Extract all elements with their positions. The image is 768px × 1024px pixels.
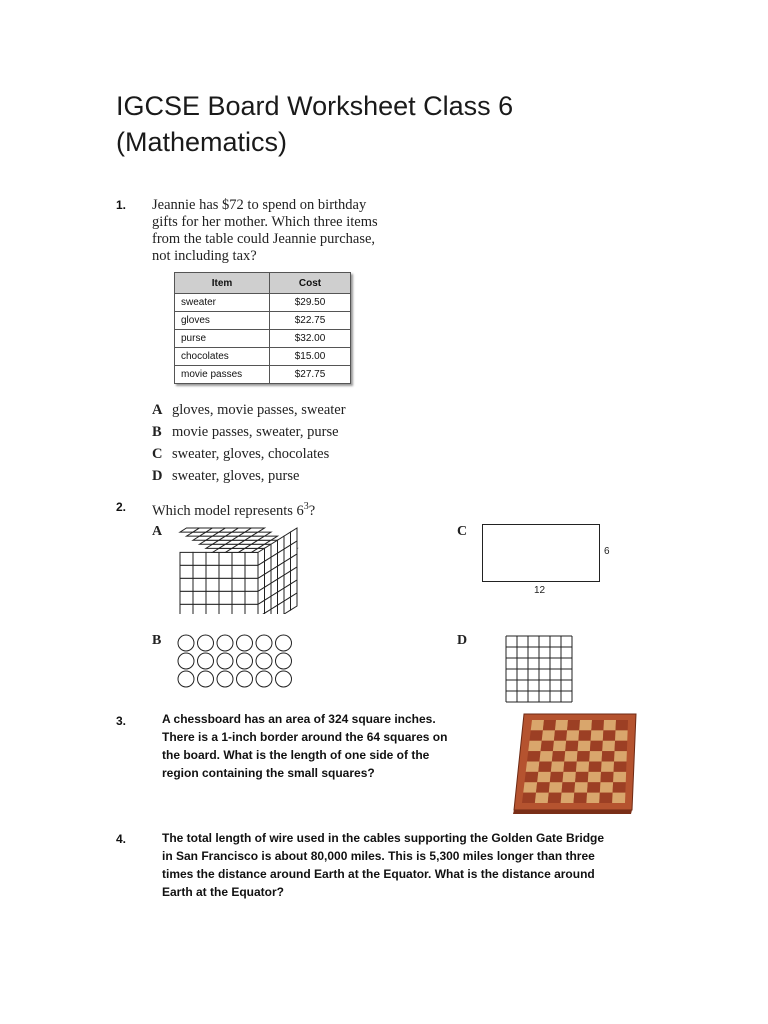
choice-c <box>152 446 329 463</box>
rectangle-width-label: 12 <box>534 585 546 596</box>
title-line-1: IGCSE Board Worksheet Class 6 <box>116 91 514 121</box>
question-2-number: 2. <box>116 500 127 514</box>
choice-letter: D <box>152 468 163 484</box>
item-cell: gloves <box>175 312 270 330</box>
question-3-line: region containing the small squares? <box>162 766 375 780</box>
item-cell: movie passes <box>175 366 270 384</box>
column-header-cost: Cost <box>270 273 351 294</box>
cube-model-icon <box>176 524 300 614</box>
table-row <box>175 294 351 312</box>
question-1-text <box>152 197 378 265</box>
choice-letter: C <box>152 446 163 462</box>
option-b-label: B <box>152 633 162 648</box>
cost-cell: $27.75 <box>270 366 351 384</box>
question-2-suffix: ? <box>308 502 316 519</box>
question-3-line: There is a 1-inch border around the 64 squares on <box>162 730 448 744</box>
table-row <box>175 330 351 348</box>
choice-b <box>152 424 339 441</box>
question-4-line: Earth at the Equator? <box>162 885 285 899</box>
question-4-number: 4. <box>116 832 127 846</box>
choice-text: sweater, gloves, purse <box>172 468 300 484</box>
choice-letter: A <box>152 402 163 418</box>
question-2-prompt-text: Which model represents 6 <box>152 502 304 519</box>
question-2-prompt <box>152 503 315 519</box>
question-3-text <box>162 710 447 782</box>
cost-cell: $22.75 <box>270 312 351 330</box>
question-1-number: 1. <box>116 198 127 212</box>
question-4-line: The total length of wire used in the cables supporting the Golden Gate Bridge <box>162 831 605 845</box>
question-1-line: from the table could Jeannie purchase, <box>152 231 376 247</box>
table-row <box>175 312 351 330</box>
title-line-2: (Mathematics) <box>116 127 288 157</box>
question-4-line: times the distance around Earth at the Equator. What is the distance around <box>162 867 595 881</box>
table-row <box>175 366 351 384</box>
table-header-row <box>175 273 351 294</box>
circles-model-icon <box>176 634 298 690</box>
grid-model-icon <box>505 635 575 705</box>
question-3-line: the board. What is the length of one side of the <box>162 748 430 762</box>
exponent: 3 <box>303 501 309 512</box>
question-2-text <box>152 498 315 520</box>
choice-text: gloves, movie passes, sweater <box>172 402 346 418</box>
cost-cell: $29.50 <box>270 294 351 312</box>
cost-cell: $15.00 <box>270 348 351 366</box>
question-4-text <box>162 829 604 901</box>
choice-text: movie passes, sweater, purse <box>172 424 339 440</box>
column-header-item: Item <box>175 273 270 294</box>
question-1-line: Jeannie has $72 to spend on birthday <box>152 197 367 213</box>
option-c-label: C <box>457 524 468 539</box>
question-1-line: gifts for her mother. Which three items <box>152 214 378 230</box>
question-4-line: in San Francisco is about 80,000 miles. This is 5,300 miles longer than three <box>162 849 595 863</box>
option-d-label: D <box>457 633 468 648</box>
rectangle-height-label: 6 <box>604 546 610 557</box>
choice-letter: B <box>152 424 162 440</box>
cost-cell: $32.00 <box>270 330 351 348</box>
choice-a <box>152 402 346 419</box>
item-cell: sweater <box>175 294 270 312</box>
item-cell: purse <box>175 330 270 348</box>
price-table <box>174 272 351 384</box>
question-3-line: A chessboard has an area of 324 square inches. <box>162 712 436 726</box>
choice-text: sweater, gloves, chocolates <box>172 446 330 462</box>
option-a-label: A <box>152 524 163 539</box>
choice-d <box>152 468 299 485</box>
item-cell: chocolates <box>175 348 270 366</box>
page-title <box>116 88 676 160</box>
rectangle-model <box>482 524 600 582</box>
question-3-number: 3. <box>116 714 127 728</box>
chessboard-image <box>510 710 640 814</box>
question-1-line: not including tax? <box>152 248 257 264</box>
table-row <box>175 348 351 366</box>
